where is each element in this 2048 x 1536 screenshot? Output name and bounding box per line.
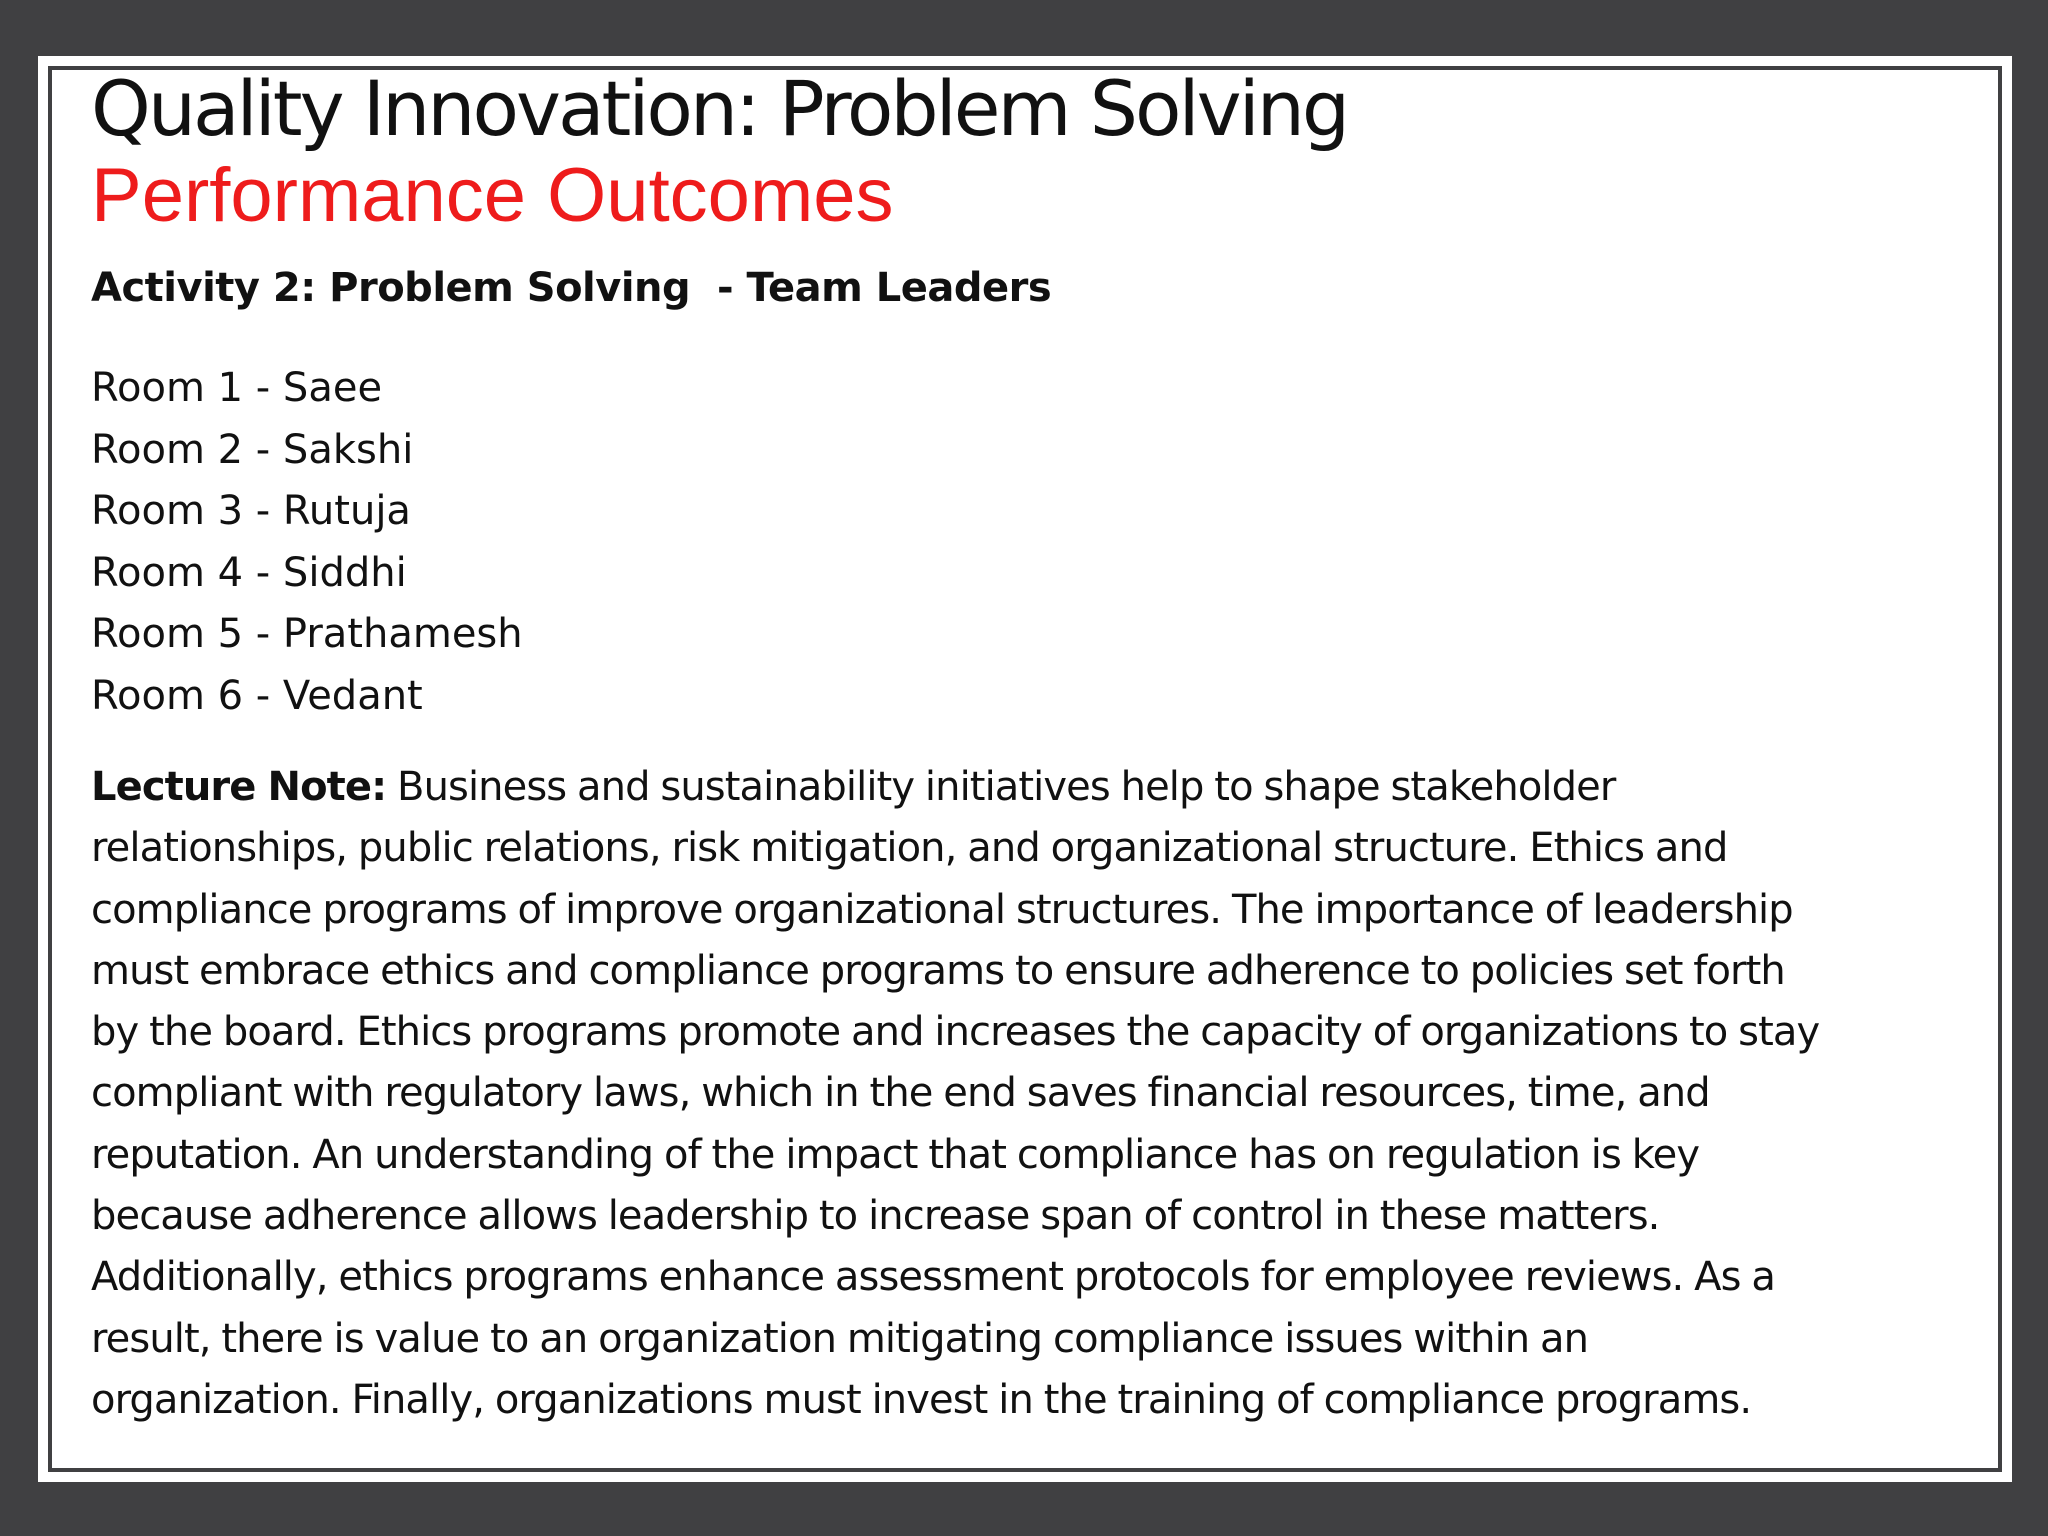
- lecture-note: [91, 757, 1981, 1431]
- lecture-line: by the board. Ethics programs promote and increases the capacity of organizations to stay: [91, 1009, 1820, 1056]
- activity-heading: Activity 2: Problem Solving - Team Leaders: [91, 265, 1052, 311]
- lecture-line: must embrace ethics and compliance programs to ensure adherence to policies set forth: [91, 947, 1785, 994]
- room-item: Room 2 - Sakshi: [91, 426, 414, 473]
- lecture-text: Business and sustainability initiatives help to shape stakeholder: [386, 764, 1616, 810]
- lecture-line: because adherence allows leadership to increase span of control in these matters.: [91, 1193, 1660, 1240]
- lecture-line: reputation. An understanding of the impact that compliance has on regulation is key: [91, 1131, 1700, 1178]
- lecture-line: organization. Finally, organizations must invest in the training of compliance programs.: [91, 1376, 1752, 1423]
- room-item: Room 5 - Prathamesh: [91, 611, 523, 657]
- room-item: Room 1 - Saee: [91, 365, 383, 411]
- lecture-line: compliance programs of improve organizational structures. The importance of leadership: [91, 886, 1793, 933]
- lecture-note-label: Lecture Note:: [91, 764, 387, 810]
- lecture-line: compliant with regulatory laws, which in the end saves financial resources, time, and: [91, 1070, 1710, 1117]
- lecture-line: relationships, public relations, risk mitigation, and organizational structure. Ethics and: [91, 825, 1728, 872]
- lecture-line: Additionally, ethics programs enhance assessment protocols for employee reviews. As a: [91, 1254, 1775, 1301]
- lecture-line: result, there is value to an organization mitigating compliance issues within an: [91, 1315, 1589, 1362]
- room-item: Room 3 - Rutuja: [91, 488, 411, 534]
- room-list: [91, 358, 1981, 727]
- room-item: Room 6 - Vedant: [91, 672, 423, 719]
- lecture-line: [91, 757, 1981, 818]
- slide-subtitle: Performance Outcomes: [91, 153, 894, 238]
- slide: [38, 56, 2012, 1482]
- slide-title: Quality Innovation: Problem Solving: [91, 64, 1348, 153]
- slide-content: [91, 64, 1981, 1431]
- room-item: Room 4 - Siddhi: [91, 549, 407, 596]
